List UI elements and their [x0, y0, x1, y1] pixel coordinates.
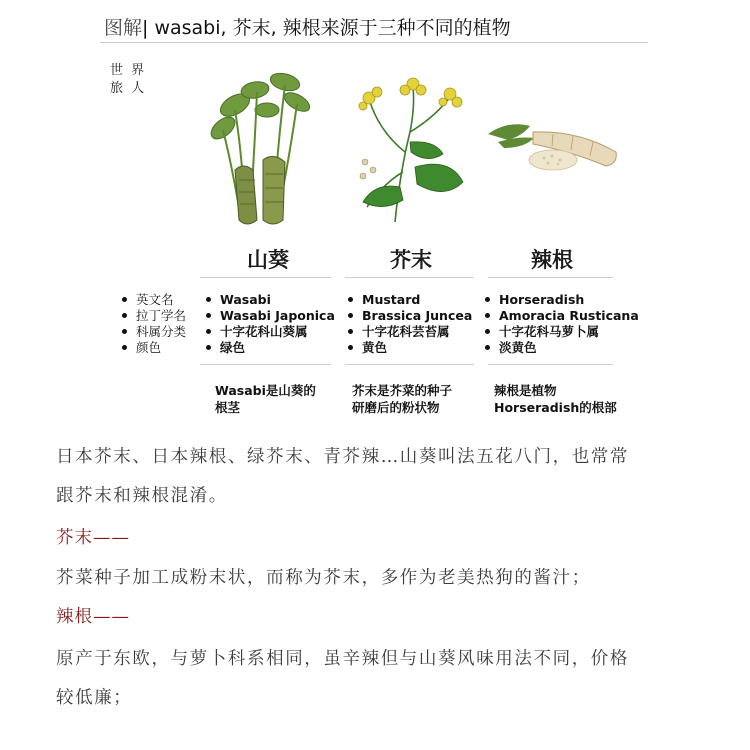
title-divider	[100, 42, 648, 43]
horseradish-name: 辣根	[531, 248, 573, 272]
mustard-values	[344, 292, 472, 356]
list-item: 十字花科山葵属	[220, 324, 335, 340]
list-item: 黄色	[362, 340, 472, 356]
intro-paragraph-line-2: 跟芥末和辣根混淆。	[56, 486, 228, 506]
horseradish-paragraph-line-1: 原产于东欧，与萝卜科系相同，虽辛辣但与山葵风味用法不同，价格	[56, 649, 629, 669]
mustard-note-line: 研磨后的粉状物	[352, 400, 440, 415]
mustard-name: 芥末	[390, 248, 432, 272]
mustard-paragraph: 芥菜种子加工成粉末状，而称为芥末，多作为老美热狗的酱汁；	[56, 568, 591, 588]
brand-line-1: 世 界	[110, 63, 147, 78]
wasabi-values	[202, 292, 335, 356]
list-item: Mustard	[362, 292, 472, 308]
horseradish-paragraph-line-2: 较低廉；	[56, 688, 133, 708]
mustard-divider-bottom	[345, 364, 474, 365]
intro-paragraph-line-1: 日本芥末、日本辣根、绿芥末、青芥辣…山葵叫法五花八门，也常常	[56, 447, 629, 467]
mustard-plant-icon	[355, 72, 470, 230]
mustard-divider-top	[345, 277, 474, 278]
wasabi-divider-bottom	[200, 364, 331, 365]
list-item: Wasabi	[220, 292, 335, 308]
list-item: 十字花科芸苔属	[362, 324, 472, 340]
title-prefix: 图解	[104, 17, 143, 39]
horseradish-divider-top	[488, 277, 613, 278]
horseradish-values	[481, 292, 639, 356]
attribute-label: 英文名	[136, 292, 186, 308]
list-item: 淡黄色	[499, 340, 639, 356]
horseradish-note-line: Horseradish的根部	[494, 400, 617, 415]
wasabi-plant-icon	[205, 70, 315, 230]
mustard-note-line: 芥末是芥菜的种子	[352, 383, 453, 398]
wasabi-note	[215, 382, 316, 416]
attribute-label: 科属分类	[136, 324, 187, 339]
mustard-heading: 芥末——	[56, 528, 130, 548]
wasabi-divider-top	[200, 277, 331, 278]
list-item: Horseradish	[499, 292, 639, 308]
wasabi-name: 山葵	[247, 248, 289, 272]
attribute-label: 拉丁学名	[136, 308, 187, 323]
list-item: Amoracia Rusticana	[499, 308, 639, 323]
horseradish-note-line: 辣根是植物	[494, 383, 557, 398]
wasabi-note-line: 根茎	[215, 400, 241, 415]
list-item: Wasabi Japonica	[220, 308, 335, 323]
brand-logo-text	[110, 62, 146, 98]
horseradish-note	[494, 382, 617, 416]
brand-line-2: 旅 人	[110, 81, 147, 96]
attribute-list	[118, 292, 186, 356]
page-title	[104, 13, 511, 40]
list-item: 绿色	[220, 340, 335, 356]
title-main: | wasabi, 芥末, 辣根来源于三种不同的植物	[142, 17, 511, 39]
attribute-label: 颜色	[136, 340, 186, 356]
horseradish-root-icon	[478, 112, 623, 182]
horseradish-heading: 辣根——	[56, 607, 130, 627]
mustard-note	[352, 382, 452, 416]
wasabi-note-line: Wasabi是山葵的	[215, 383, 316, 398]
list-item: Brassica Juncea	[362, 308, 473, 323]
horseradish-divider-bottom	[488, 364, 613, 365]
list-item: 十字花科马萝卜属	[499, 324, 639, 340]
